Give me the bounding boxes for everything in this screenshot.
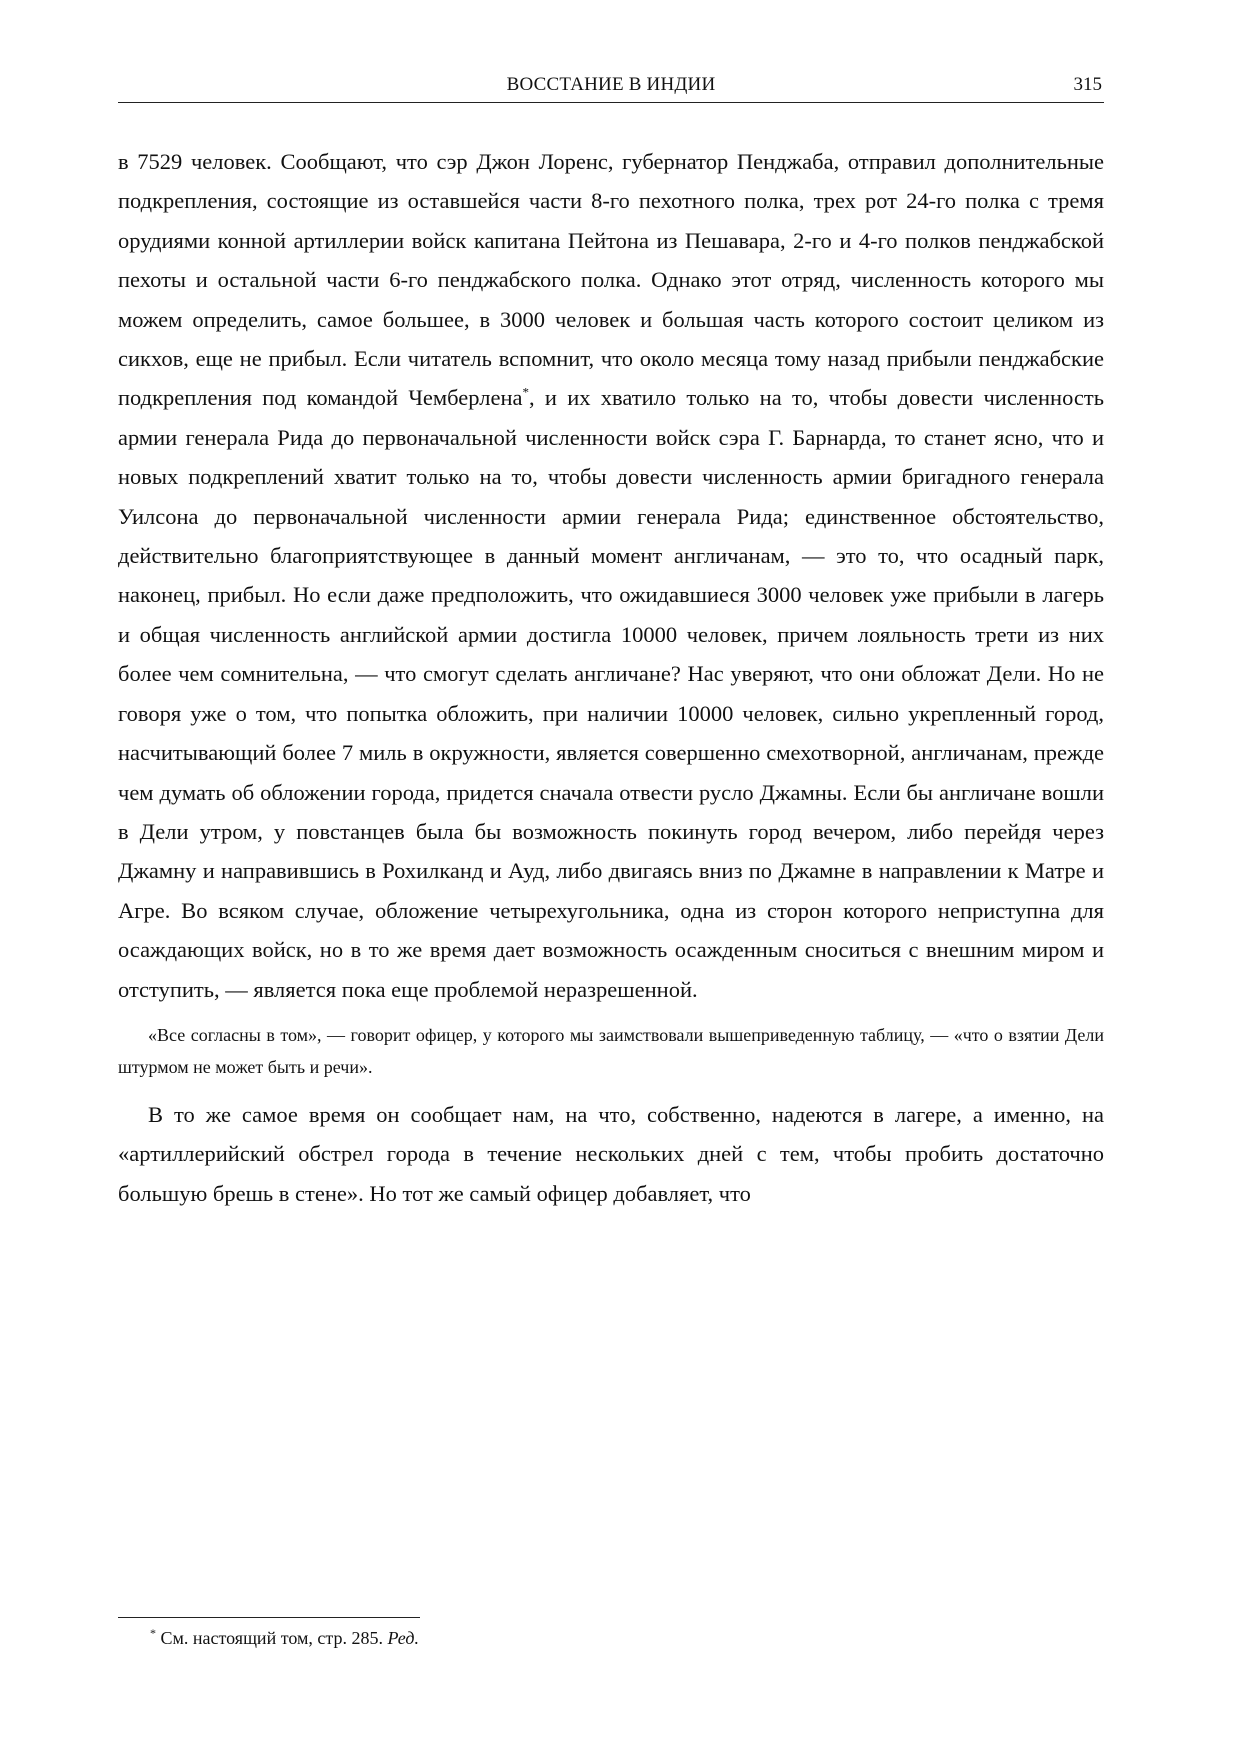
- footnote-divider: [118, 1617, 420, 1618]
- running-header-title: ВОССТАНИЕ В ИНДИИ: [506, 74, 716, 95]
- footnote-editor-mark: Ред.: [387, 1628, 419, 1648]
- running-header: [118, 68, 1104, 103]
- quote-paragraph: «Все согласны в том», — говорит офицер, у которого мы заимствовали вышеприведенную таблицу, — «что о взятии Дели штурмом не может быть и речи».: [118, 1024, 1104, 1077]
- footnote: [150, 1624, 419, 1652]
- page-number: 315: [1073, 74, 1102, 95]
- footnote-mark: *: [150, 1626, 156, 1640]
- main-text: [118, 142, 1104, 1213]
- footnote-reference[interactable]: *: [522, 384, 529, 400]
- paragraph-1-text-a: в 7529 человек. Сообщают, что сэр Джон Лоренс, губернатор Пенджаба, отправил дополнительные подкрепления, состоящие из оставшейся части 8-го пехотного полка, трех рот 24-го полка с тремя орудиями конной артиллерии войск капитана Пейтона из Пешавара, 2-го и 4-го полков пенджабской пехоты и остальной части 6-го пенджабского полка. Однако этот отряд, численность которого мы можем определить, самое большее, в 3000 человек и большая часть которого состоит целиком из сикхов, еще не прибыл. Если читатель вспомнит, что около месяца тому назад прибыли пенджабские подкрепления под командой Чемберлена: [118, 149, 1104, 411]
- footnote-text: См. настоящий том, стр. 285.: [156, 1628, 388, 1648]
- paragraph-3: В то же самое время он сообщает нам, на что, собственно, надеются в лагере, а именно, на «артиллерийский обстрел города в течение нескольких дней с тем, чтобы пробить достаточно большую брешь в стене». Но тот же самый офицер добавляет, что: [118, 1101, 1104, 1206]
- paragraph-1: [118, 142, 1104, 1009]
- paragraph-1-text-b: , и их хватило только на то, чтобы довести численность армии генерала Рида до первоначальной численности войск сэра Г. Барнарда, то станет ясно, что и новых подкреплений хватит только на то, чтобы довести численность армии бригадного генерала Уилсона до первоначальной численности армии генерала Рида; единственное обстоятельство, действительно благоприятствующее в данный момент англичанам, — это то, что осадный парк, наконец, прибыл. Но если даже предположить, что ожидавшиеся 3000 человек уже прибыли в лагерь и общая численность английской армии достигла 10000 человек, причем лояльность трети из них более чем сомнительна, — что смогут сделать англичане? Нас уверяют, что они обложат Дели. Но не говоря уже о том, что попытка обложить, при наличии 10000 человек, сильно укрепленный город, насчитывающий более 7 миль в окружности, является совершенно смехотворной, англичанам, прежде чем думать об обложении города, придется сначала отвести русло Джамны. Если бы англичане вошли в Дели утром, у повстанцев была бы возможность покинуть город вечером, либо перейдя через Джамну и направившись в Рохилканд и Ауд, либо двигаясь вниз по Джамне в направлении к Матре и Агре. Во всяком случае, обложение четырехугольника, одна из сторон которого неприступна для осаждающих войск, но в то же время дает возможность осажденным сноситься с внешним миром и отступить, — является пока еще проблемой неразрешенной.: [118, 385, 1104, 1002]
